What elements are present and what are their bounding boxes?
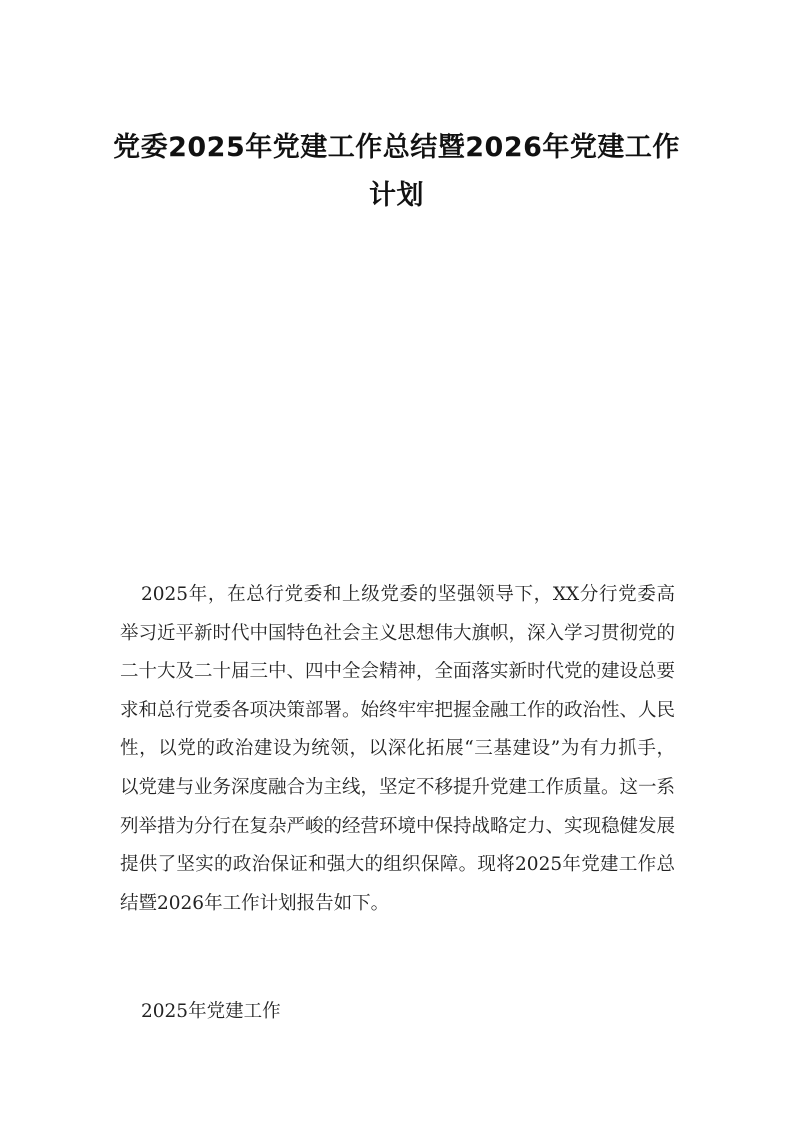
section-heading: 2025年党建工作 (141, 1001, 281, 1022)
document-title: 党委2025年党建工作总结暨2026年党建工作计划 (113, 132, 680, 211)
intro-paragraph: 2025年，在总行党委和上级党委的坚强领导下，XX分行党委高举习近平新时代中国特色社会主义思想伟大旗帜，深入学习贯彻党的二十大及二十届三中、四中全会精神，全面落实新时代党的建设总要求和总行党委各项决策部署。始终牢牢把握金融工作的政治性、人民性，以党的政治建设为统领，以深化拓展“三基建设”为有力抓手，以党建与业务深度融合为主线，坚定不移提升党建工作质量。这一系列举措为分行在复杂严峻的经营环境中保持战略定力、实现稳健发展提供了坚实的政治保证和强大的组织保障。现将2025年党建工作总结暨2026年工作计划报告如下。 (120, 584, 676, 914)
